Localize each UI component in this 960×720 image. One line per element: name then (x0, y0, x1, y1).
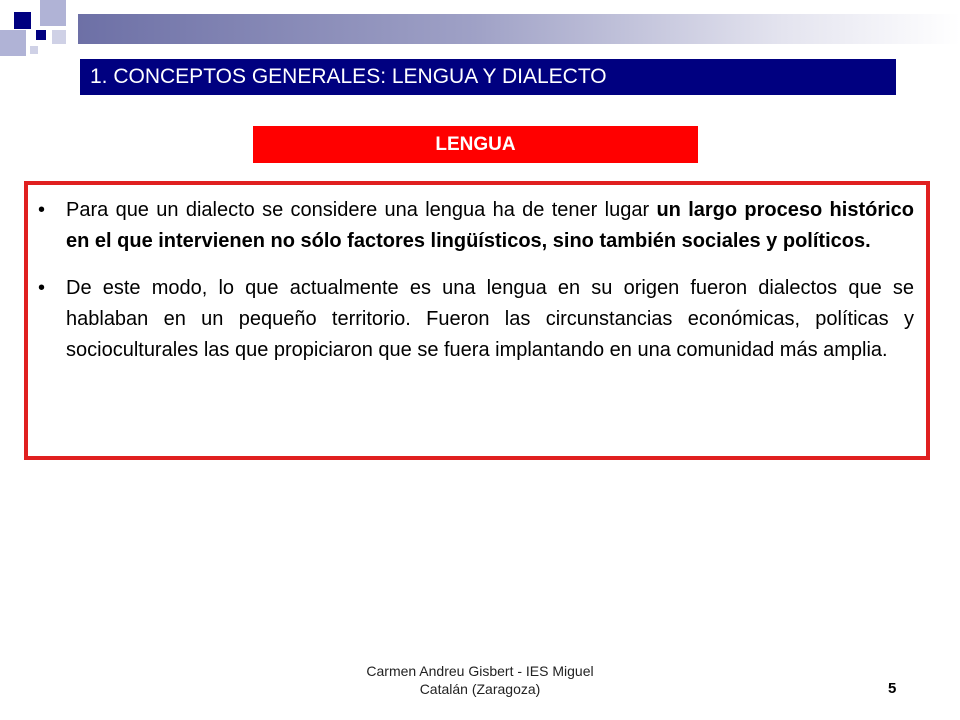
bullet-dot-icon: • (38, 199, 46, 221)
decor-square-light (0, 30, 26, 56)
footer-author-line: Catalán (Zaragoza) (419, 681, 541, 697)
footer-author (330, 662, 630, 698)
decor-square-light (40, 0, 66, 26)
decor-square-dark (14, 12, 31, 29)
bullet-text-bold: un largo proceso histórico en el que intervienen no sólo factores lingüísticos, sino también sociales y políticos. (66, 199, 914, 252)
bullet-dot-icon: • (38, 277, 46, 299)
decor-gradient-bar (78, 14, 960, 44)
bullet-item (36, 273, 914, 366)
section-label: LENGUA (253, 126, 698, 163)
bullet-text: De este modo, lo que actualmente es una lengua en su origen fueron dialectos que se hablaban en un pequeño territorio. Fueron las circunstancias económicas, políticas y socioculturales las que propiciaron que se fuera implantando en una comunidad más amplia. (66, 277, 914, 361)
bullet-item (36, 195, 914, 257)
slide-title: 1. CONCEPTOS GENERALES: LENGUA Y DIALECTO (80, 59, 896, 95)
decor-square-light (30, 46, 38, 54)
bullet-text: Para que un dialecto se considere una lengua ha de tener lugar (66, 199, 657, 221)
page-number: 5 (888, 680, 897, 697)
content-box (24, 181, 930, 460)
decor-square-dark (36, 30, 46, 40)
decor-square-light (52, 30, 66, 44)
footer-author-line: Carmen Andreu Gisbert - IES Miguel (366, 663, 594, 679)
